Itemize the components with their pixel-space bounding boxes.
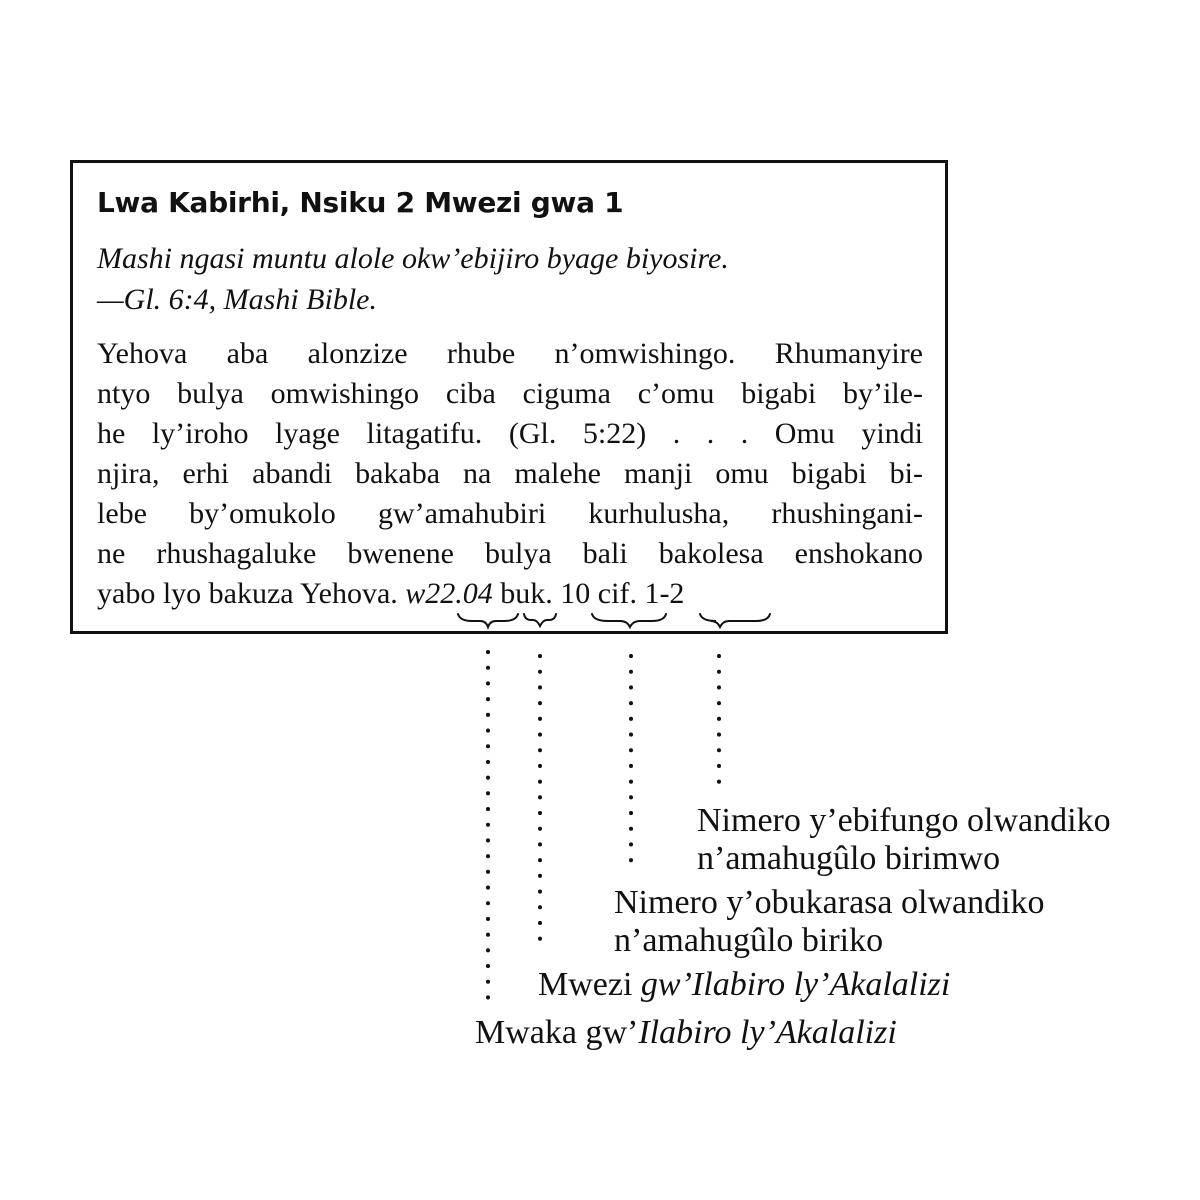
page-brace [592, 614, 666, 627]
comment-line: ne rhushagaluke bwenene bulya bali bakolesa enshokano [97, 537, 923, 570]
daily-text-date-title: Lwa Kabirhi, Nsiku 2 Mwezi gwa 1 [97, 186, 624, 219]
reference-paragraph: cif. 1-2 [597, 577, 685, 610]
month-brace [524, 614, 556, 626]
reference-page: buk. 10 [500, 577, 591, 610]
month-label [538, 966, 950, 1004]
comment-line: yabo lyo bakuza Yehova. [97, 577, 398, 610]
paragraph-number-label [697, 802, 1111, 878]
paragraph-label-line1: Nimero y’ebifungo olwandiko [697, 802, 1111, 839]
page-label-line1: Nimero y’obukarasa olwandiko [614, 884, 1045, 921]
page-label-line2: n’amahugûlo biriko [614, 922, 884, 959]
comment-line: ntyo bulya omwishingo ciba ciguma c’omu bigabi by’ile- [97, 377, 923, 410]
month-label-plain: Mwezi [538, 966, 633, 1003]
verse-citation: —Gl. 6:4, Mashi Bible. [97, 283, 377, 316]
year-brace [458, 614, 518, 627]
comment-line: he ly’iroho lyage litagatifu. (Gl. 5:22) . . . Omu yindi [97, 417, 923, 450]
year-label-plain: Mwaka gw’ [475, 1014, 639, 1051]
year-label-italic: Ilabiro ly’Akalalizi [638, 1014, 897, 1051]
month-label-italic: gw’Ilabiro ly’Akalalizi [640, 966, 951, 1003]
comment-line: Yehova aba alonzize rhube n’omwishingo. Rhumanyire [97, 337, 923, 370]
paragraph-brace [700, 614, 770, 627]
verse-text: Mashi ngasi muntu alole okw’ebijiro byage biyosire. [97, 242, 729, 275]
paragraph-label-line2: n’amahugûlo birimwo [697, 840, 1001, 877]
year-label [475, 1014, 897, 1052]
comment-line: njira, erhi abandi bakaba na malehe manji omu bigabi bi- [97, 457, 923, 490]
reference-month-code: 04 [462, 577, 493, 610]
comment-line: lebe by’omukolo gw’amahubiri kurhulusha, rhushingani- [97, 497, 923, 530]
page-number-label [614, 884, 1045, 960]
reference-year-code: w22 [405, 577, 456, 610]
reference-code-dot: . [455, 577, 463, 610]
